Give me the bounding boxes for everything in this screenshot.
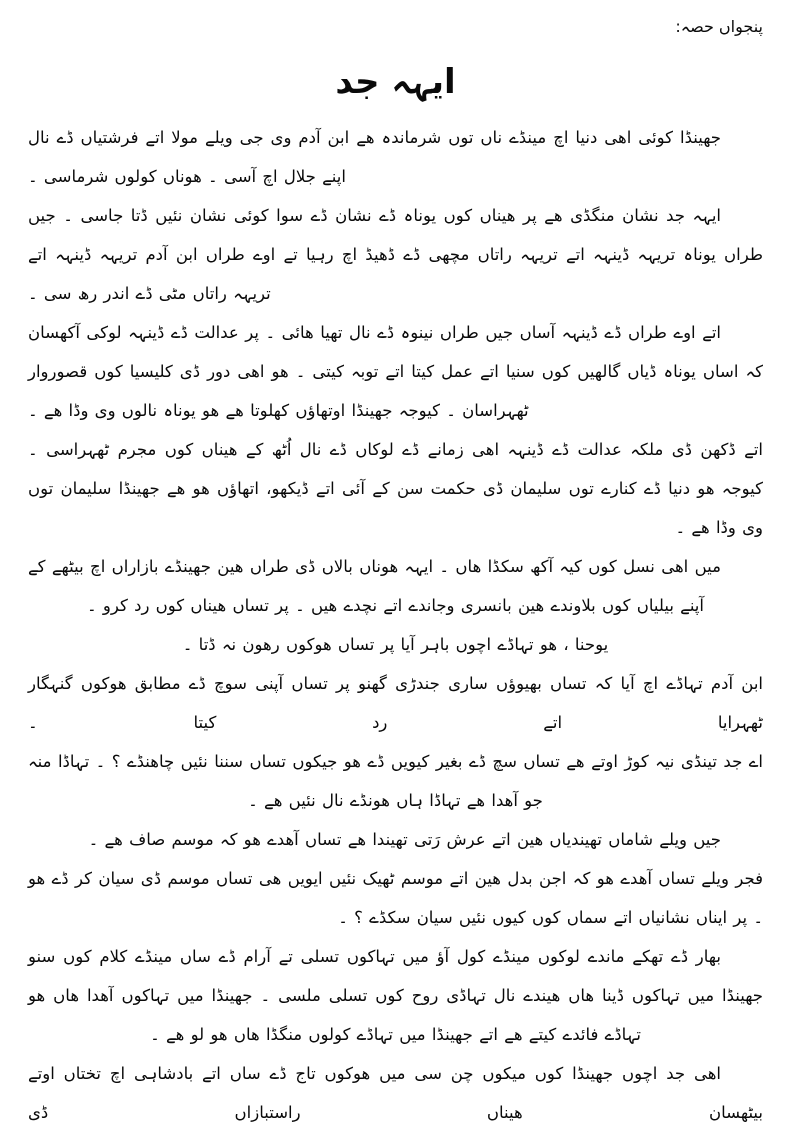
- paragraph: اتے اوے طراں ڈے ڈینہہ آساں جیں طراں نینوہ ڈے نال تھیا ھائی ۔ پر عدالت ڈے ڈینہہ لوکی آکھسان کہ اساں یوناہ ڈیاں گالھیں کوں سنیا اتے عمل کیتا اتے توبہ کیتی ۔ ھو اھی دور ڈی کلیسیا کوں قصوروار ٹھہراسان ۔ کیوجہ جھینڈا اوتھاؤں کھلوتا ھے ھو یوناہ نالوں وی وڈا ھے ۔: [28, 323, 763, 420]
- paragraph: جیں ویلے شاماں تھیندیاں ھین اتے عرش رَتی تھیندا ھے تساں آھدے ھو کہ موسم صاف ھے ۔: [88, 830, 721, 849]
- paragraph: اے جد تینڈی نیہ کوڑ اوتے ھے تساں سچ ڈے بغیر کیویں ڈے ھو جیکوں تساں سننا نئیں چاھنڈے ؟ ۔ تہاڈا منہ جو آھدا ھے تہاڈا ہاں ھونڈے نال نئیں ھے ۔: [28, 752, 763, 810]
- document-body: [28, 118, 763, 1132]
- paragraph: یوحنا ، ھو تہاڈے اچوں باہر آیا پر تساں ھوکوں رھون نہ ڈتا ۔: [182, 635, 609, 654]
- paragraph: ابن آدم تہاڈے اچ آیا کہ تساں بھیوؤں ساری جندڑی گھنو پر تساں آپنی سوچ ڈے مطابق ھوکوں گنہگار ٹھہرایا اتے رد کیتا ۔: [28, 674, 763, 732]
- page-title: ایہہ جد: [335, 62, 456, 102]
- paragraph: ایہہ جد نشان منگڈی ھے پر ھیناں کوں یوناہ ڈے نشان ڈے سوا کوئی نشان نئیں ڈتا جاسی ۔ جیں طراں یوناہ تریہہ ڈینہہ اتے تریہہ راتاں مچھی ڈے ڈھیڈ اچ رہیا تے اوے طراں ابن آدم تریہہ ڈینہہ اتے تریہہ راتاں مٹی ڈے اندر رھ سی ۔: [28, 206, 763, 303]
- paragraph: فجر ویلے تساں آھدے ھو کہ اجن بدل ھین اتے موسم ٹھیک نئیں ایویں ھی تساں موسم ڈی سیان کر ڈے ھو ۔ پر ایناں نشانیاں اتے سماں کوں کیوں نئیں سیان سکڈے ؟ ۔: [28, 869, 763, 927]
- paragraph: میں اھی نسل کوں کیہ آکھ سکڈا ھاں ۔ ایہہ ھوناں بالاں ڈی طراں ھین جھینڈے بازاراں اچ بیٹھے کے آپنے بیلیاں کوں بلاوندے ھین بانسری وجاندے اتے نچدے ھیں ۔ پر تساں ھیناں کوں رد کرو ۔: [28, 557, 721, 615]
- paragraph: اھی جد اچوں جھینڈا کوں میکوں چن سی میں ھوکوں تاج ڈے ساں اتے بادشاہی اچ تختاں اوتے بیٹھسان ھیناں راستبازاں ڈی: [28, 1064, 763, 1122]
- paragraph: اتے ڈکھن ڈی ملکہ عدالت ڈے ڈینہہ اھی زمانے ڈے لوکاں ڈے نال اُٹھ کے ھیناں کوں مجرم ٹھہراسی ۔ کیوجہ ھو دنیا ڈے کنارے توں سلیمان ڈی حکمت سن کے آئی اتے ڈیکھو، اتھاؤں ھو ھے جھینڈا سلیمان توں وی وڈا ھے ۔: [28, 440, 763, 537]
- paragraph: بھار ڈے تھکے ماندے لوکوں مینڈے کول آؤ میں تہاکوں تسلی تے آرام ڈے ساں مینڈے کلام کوں سنو جھینڈا میں تہاکوں ڈینا ھاں ھیندے نال تہاڈی روح کوں تسلی ملسی ۔ جھینڈا میں تہاکوں آھدا ھاں ھو تہاڈے فائدے کیتے ھے اتے جھینڈا میں تہاڈے کولوں منگڈا ھاں ھو لو ھے ۔: [28, 947, 763, 1044]
- paragraph: جھینڈا کوئی اھی دنیا اچ مینڈے ناں توں شرماندہ ھے ابن آدم وی جی ویلے مولا اتے فرشتیاں ڈے نال اپنے جلال اچ آسی ۔ ھوناں کولوں شرماسی ۔: [28, 128, 721, 186]
- part-label: پنجواں حصہ:: [675, 17, 763, 36]
